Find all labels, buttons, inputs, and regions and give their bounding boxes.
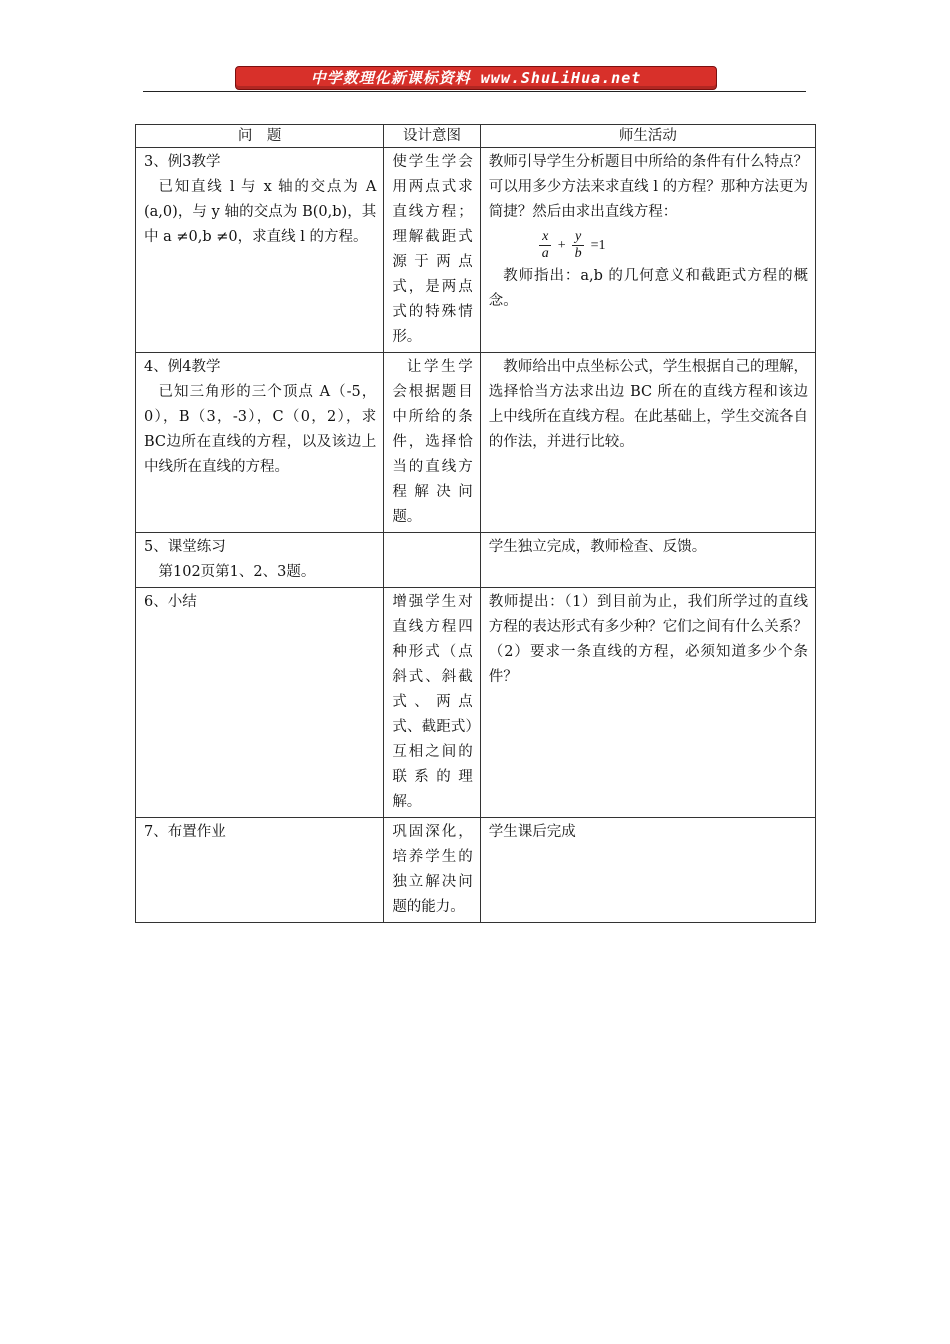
- header-rule: [143, 91, 806, 92]
- table-row: [136, 148, 816, 353]
- problem-title: 5、课堂练习: [144, 539, 226, 555]
- activity-cell: [480, 588, 815, 818]
- problem-title: 4、例4教学: [144, 359, 221, 375]
- table-row: [136, 588, 816, 818]
- fraction-y-over-b: $\frac{y}{b}$: [572, 229, 585, 262]
- activity-cell: 学生课后完成: [480, 818, 815, 923]
- table-header-row: [136, 125, 816, 148]
- header-activity: 师生活动: [480, 125, 815, 148]
- fraction-x-over-a: $\frac{x}{a}$: [539, 229, 552, 262]
- activity-text-2: （2）要求一条直线的方程，必须知道多少个条件？: [488, 644, 808, 685]
- intent-cell: [384, 533, 480, 588]
- activity-cell: 学生独立完成，教师检查、反馈。: [480, 533, 815, 588]
- problem-title: 7、布置作业: [144, 824, 226, 840]
- activity-text: 教师提出：（1）到目前为止，我们所学过的直线方程的表达形式有多少种？它们之间有什么关系？: [488, 594, 808, 635]
- lesson-plan-table: [135, 124, 816, 923]
- problem-cell: [136, 533, 384, 588]
- problem-cell: [136, 818, 384, 923]
- table-row: [136, 818, 816, 923]
- problem-cell: [136, 588, 384, 818]
- banner-text: 中学数理化新课标资料 www.ShuLiHua.net: [310, 69, 642, 87]
- activity-text-2: 教师指出：a,b 的几何意义和截距式方程的概念。: [488, 268, 808, 309]
- intent-cell: 增强学生对直线方程四种形式（点斜式、斜截式、两点式、截距式）互相之间的联系的理解。: [384, 588, 480, 818]
- problem-cell: [136, 353, 384, 533]
- activity-cell: 教师给出中点坐标公式，学生根据自己的理解，选择恰当方法求出边 BC 所在的直线方程和该边上中线所在直线方程。在此基础上，学生交流各自的作法，并进行比较。: [480, 353, 815, 533]
- problem-title: 6、小结: [144, 594, 197, 610]
- header-banner: [235, 66, 717, 90]
- header-intent: 设计意图: [384, 125, 480, 148]
- problem-text: 已知三角形的三个顶点 A（-5，0），B（3，-3），C（0，2），求BC边所在直线的方程，以及该边上中线所在直线的方程。: [144, 384, 377, 475]
- intent-cell: 让学生学会根据题目中所给的条件，选择恰当的直线方程解决问题。: [384, 353, 480, 533]
- equals-one: =1: [590, 238, 606, 253]
- intent-cell: 巩固深化，培养学生的独立解决问题的能力。: [384, 818, 480, 923]
- intent-cell: 使学生学会用两点式求直线方程；理解截距式源于两点式，是两点式的特殊情形。: [384, 148, 480, 353]
- table-row: [136, 533, 816, 588]
- problem-text: 第102页第1、2、3题。: [158, 564, 316, 580]
- header-problem: 问 题: [136, 125, 384, 148]
- activity-text: 教师引导学生分析题目中所给的条件有什么特点？可以用多少方法来求直线 l 的方程？那种方法更为简捷？然后由求出直线方程：: [488, 154, 808, 220]
- plus-sign: +: [557, 238, 566, 253]
- table-row: [136, 353, 816, 533]
- activity-cell: [480, 148, 815, 353]
- problem-cell: [136, 148, 384, 353]
- problem-text: 已知直线 l 与 x 轴的交点为 A (a,0)，与 y 轴的交点为 B(0,b)，其中 a ≠0,b ≠0，求直线 l 的方程。: [144, 179, 377, 245]
- intercept-formula: [539, 229, 808, 262]
- problem-title: 3、例3教学: [144, 154, 221, 170]
